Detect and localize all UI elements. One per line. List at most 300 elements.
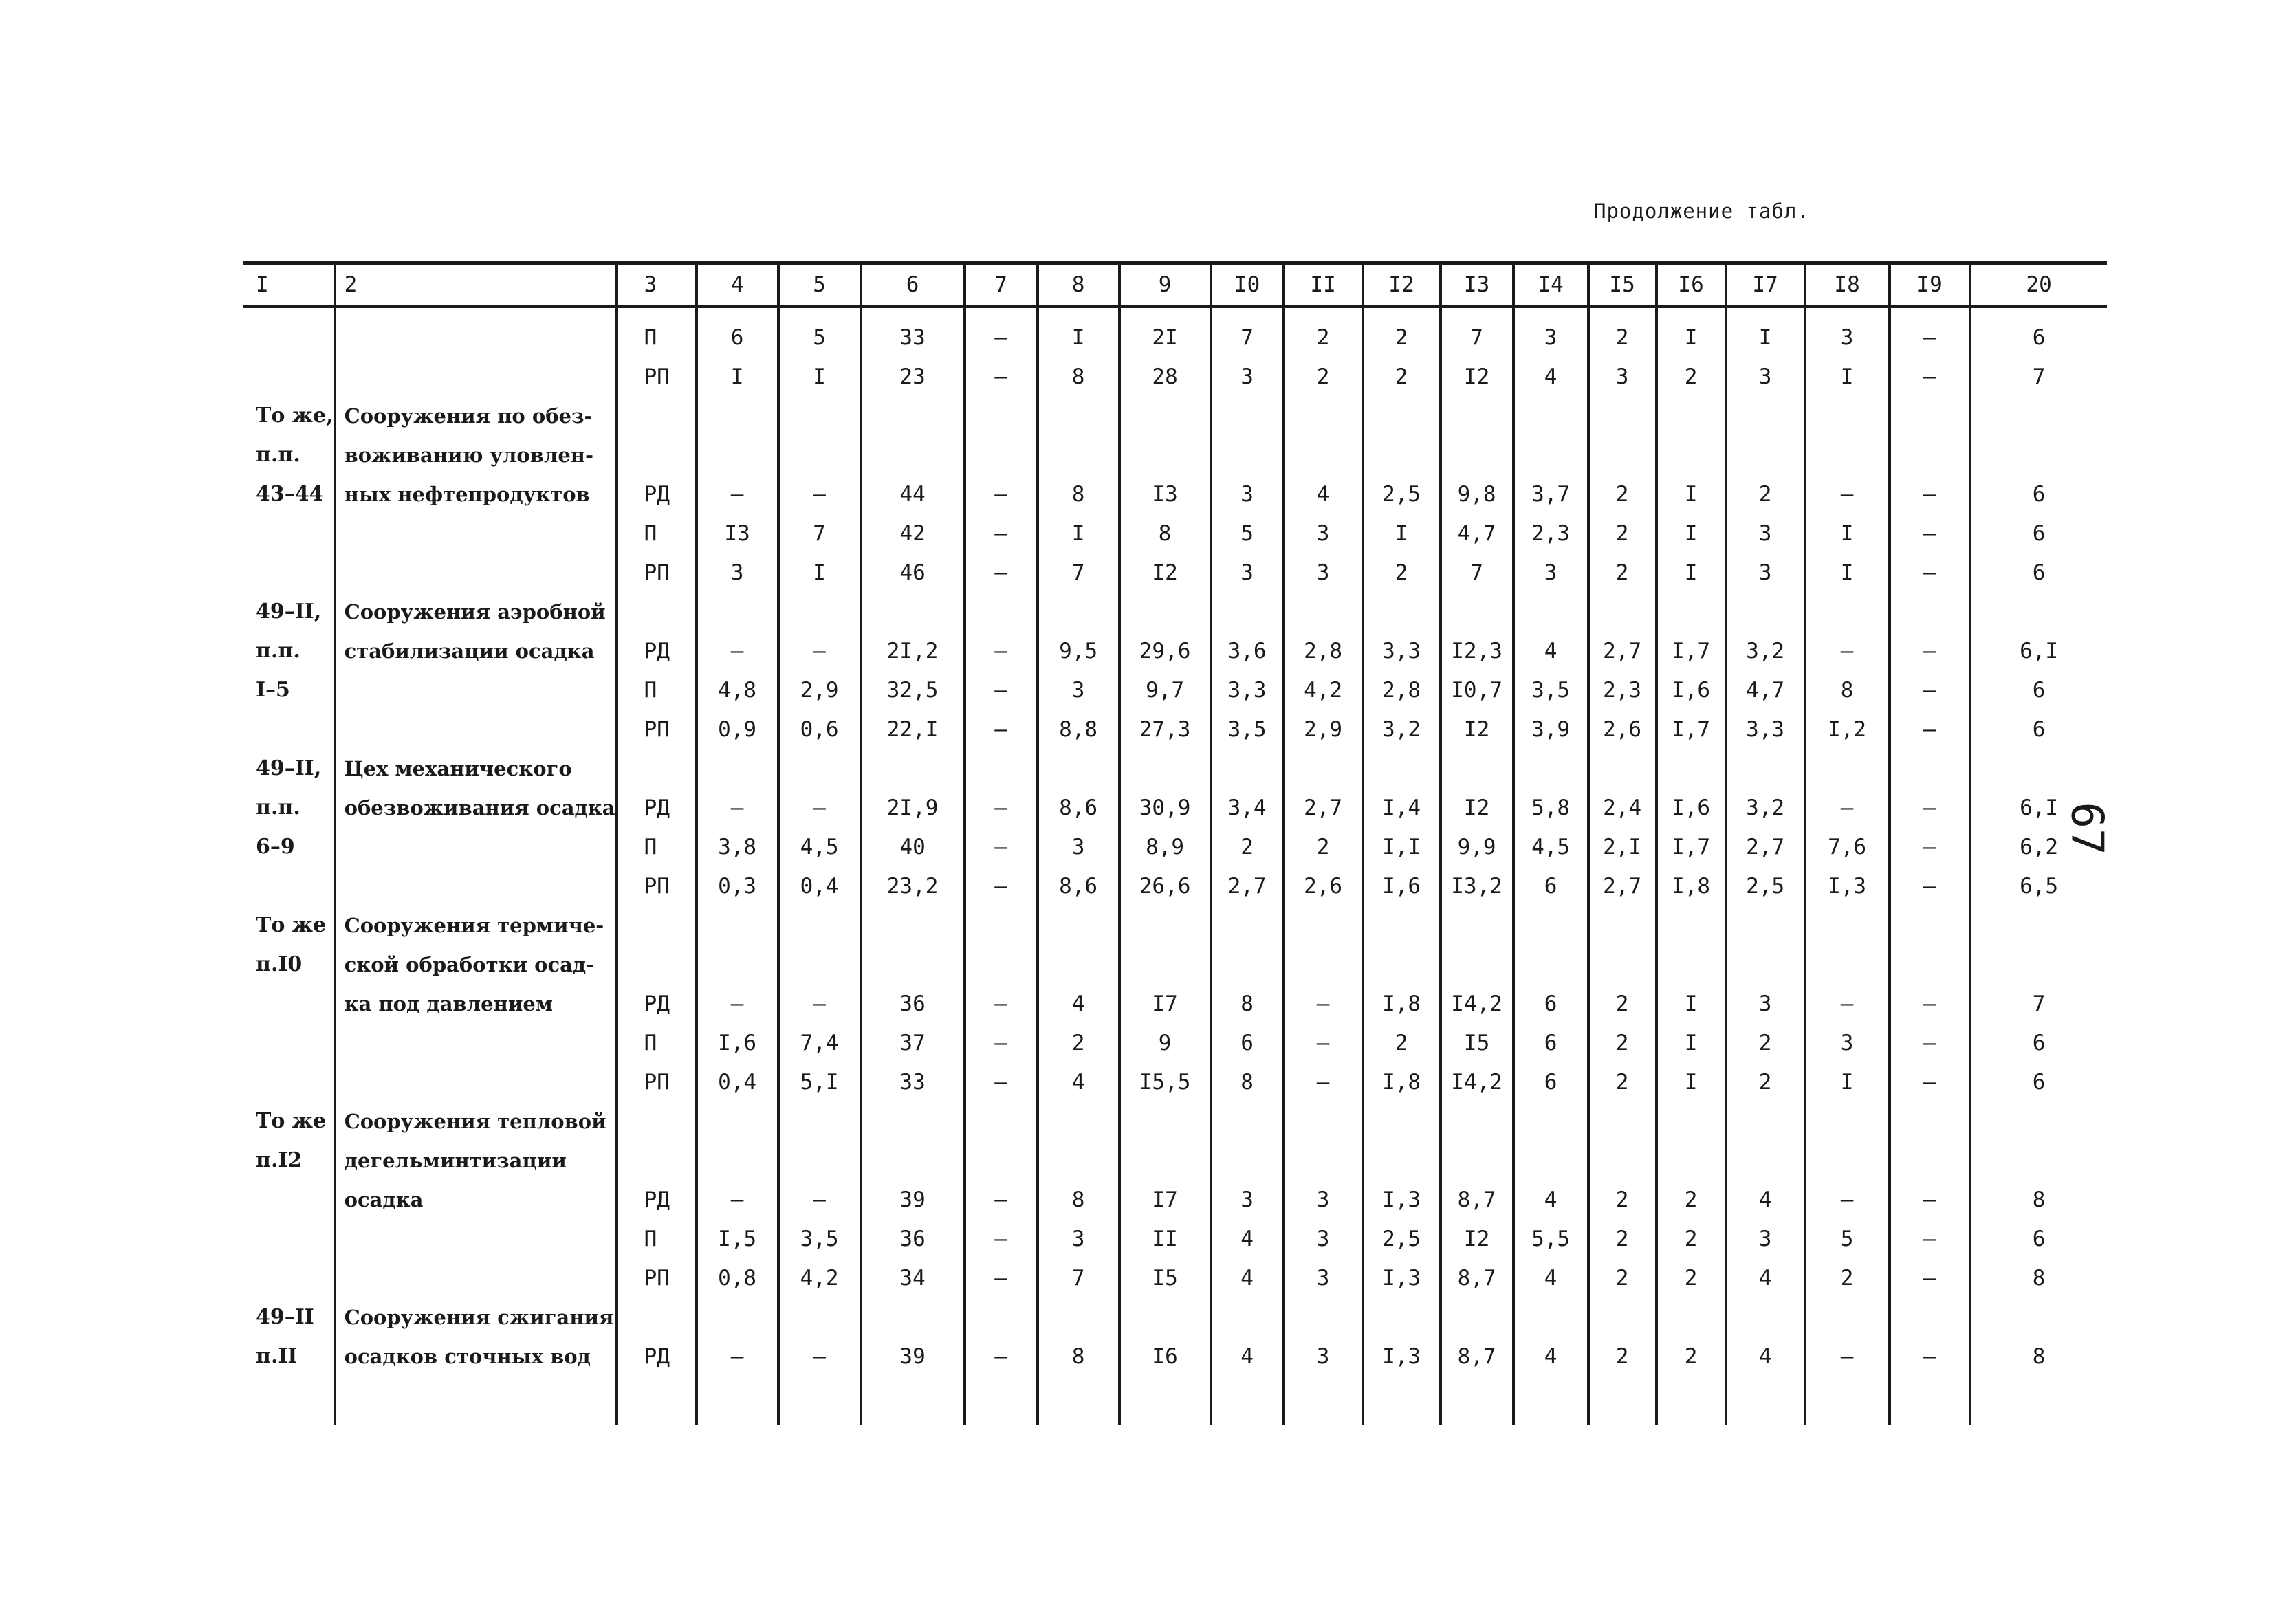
table-cell: П — [617, 1219, 697, 1258]
table-cell: П — [617, 1023, 697, 1062]
table-cell — [1038, 945, 1119, 984]
table-cell — [1441, 435, 1513, 474]
table-cell — [778, 396, 861, 435]
table-cell — [243, 514, 335, 553]
table-cell — [1970, 1101, 2107, 1141]
table-cell: – — [1890, 1219, 1970, 1258]
table-cell: 42 — [861, 514, 965, 553]
table-cell: 2 — [1363, 318, 1441, 357]
tail-cell — [1588, 1376, 1657, 1425]
table-cell — [861, 906, 965, 945]
table-cell: – — [778, 788, 861, 827]
table-cell: 8 — [1211, 1062, 1284, 1101]
table-cell: 2,5 — [1726, 866, 1805, 906]
column-header: I4 — [1513, 263, 1588, 307]
table-cell: I,8 — [1363, 984, 1441, 1023]
table-cell: I,7 — [1657, 631, 1726, 670]
table-cell — [697, 435, 778, 474]
table-cell — [1363, 945, 1441, 984]
table-row — [243, 749, 2107, 788]
table-cell: I2 — [1441, 1219, 1513, 1258]
table-cell: 8 — [1211, 984, 1284, 1023]
table-cell — [1441, 1297, 1513, 1337]
table-cell: 2 — [1588, 318, 1657, 357]
table-cell — [243, 1062, 335, 1101]
spacer-cell — [965, 307, 1038, 318]
table-cell: – — [965, 788, 1038, 827]
table-row — [243, 1141, 2107, 1180]
table-cell — [1726, 396, 1805, 435]
table-cell — [1588, 435, 1657, 474]
table-cell: РП — [617, 357, 697, 396]
table-cell: I — [1038, 318, 1119, 357]
table-cell: I,3 — [1363, 1258, 1441, 1297]
spacer-cell — [1588, 307, 1657, 318]
table-cell: I,3 — [1363, 1180, 1441, 1219]
spacer-cell — [1657, 307, 1726, 318]
table-cell — [1970, 906, 2107, 945]
table-cell: 2,4 — [1588, 788, 1657, 827]
table-cell — [965, 1297, 1038, 1337]
table-cell: 4 — [1038, 984, 1119, 1023]
table-cell — [1513, 906, 1588, 945]
table-cell: п.II — [256, 1344, 298, 1368]
table-cell: 2,8 — [1363, 670, 1441, 710]
table-cell: РП — [617, 1258, 697, 1297]
table-cell — [1038, 1141, 1119, 1180]
table-cell — [617, 906, 697, 945]
table-cell: I7 — [1119, 1180, 1211, 1219]
table-cell: Сооружения по обез- — [335, 396, 617, 435]
table-cell: I — [1657, 474, 1726, 514]
table-cell: – — [965, 1258, 1038, 1297]
table-cell: 2 — [1284, 318, 1363, 357]
table-cell — [1890, 396, 1970, 435]
table-cell: – — [1890, 788, 1970, 827]
table-cell — [697, 1141, 778, 1180]
table-cell — [1284, 396, 1363, 435]
table-cell: 2,5 — [1363, 474, 1441, 514]
table-cell: – — [697, 984, 778, 1023]
table-cell: РД — [617, 984, 697, 1023]
table-cell: 30,9 — [1119, 788, 1211, 827]
table-cell — [1970, 1297, 2107, 1337]
spacer-cell — [1038, 307, 1119, 318]
column-header: I8 — [1805, 263, 1890, 307]
table-cell: 2 — [1657, 1337, 1726, 1376]
table-cell — [335, 1258, 617, 1297]
table-cell: I7 — [1119, 984, 1211, 1023]
table-row — [243, 631, 2107, 670]
table-cell: 6 — [697, 318, 778, 357]
table-cell: – — [965, 357, 1038, 396]
table-cell — [861, 396, 965, 435]
table-cell — [1119, 906, 1211, 945]
column-header: I3 — [1441, 263, 1513, 307]
table-cell — [335, 357, 617, 396]
table-cell — [1038, 435, 1119, 474]
table-cell: – — [965, 1219, 1038, 1258]
table-cell: 4 — [1513, 357, 1588, 396]
table-cell: 6,2 — [1970, 827, 2107, 866]
table-cell: 7 — [1038, 1258, 1119, 1297]
table-cell — [1038, 749, 1119, 788]
table-cell: 2,7 — [1588, 866, 1657, 906]
table-cell: I,7 — [1657, 710, 1726, 749]
table-cell: 46 — [861, 553, 965, 592]
table-cell: I,I — [1363, 827, 1441, 866]
table-cell — [1363, 906, 1441, 945]
table-row — [243, 318, 2107, 357]
table-cell: I,8 — [1657, 866, 1726, 906]
table-cell: То же, — [256, 404, 334, 428]
table-cell: 2 — [1588, 1219, 1657, 1258]
table-cell: 2,3 — [1588, 670, 1657, 710]
table-cell: – — [965, 866, 1038, 906]
table-cell: I,7 — [1657, 827, 1726, 866]
table-cell: 6 — [1513, 1023, 1588, 1062]
tail-cell — [1970, 1376, 2107, 1425]
table-cell: 3,5 — [1211, 710, 1284, 749]
table-cell: – — [1805, 788, 1890, 827]
table-cell: Цех механического — [335, 749, 617, 788]
spacer-cell — [697, 307, 778, 318]
table-cell: – — [697, 631, 778, 670]
table-cell — [1211, 396, 1284, 435]
table-cell: 6 — [1970, 1062, 2107, 1101]
table-cell: 8 — [1970, 1337, 2107, 1376]
column-header: 8 — [1038, 263, 1119, 307]
table-cell: I3 — [1119, 474, 1211, 514]
table-cell: 2,3 — [1513, 514, 1588, 553]
table-cell: 7 — [1211, 318, 1284, 357]
table-cell: I,6 — [1363, 866, 1441, 906]
table-cell — [1441, 906, 1513, 945]
table-cell: РД — [617, 1180, 697, 1219]
table-cell — [861, 1297, 965, 1337]
table-cell — [778, 1141, 861, 1180]
table-cell: РД — [617, 474, 697, 514]
table-cell: РД — [617, 631, 697, 670]
table-cell — [1890, 435, 1970, 474]
table-cell — [243, 553, 335, 592]
table-cell: 8,7 — [1441, 1180, 1513, 1219]
table-cell: – — [965, 553, 1038, 592]
table-cell — [965, 906, 1038, 945]
table-cell: 0,9 — [697, 710, 778, 749]
table-cell: Сооружения тепловой — [335, 1101, 617, 1141]
table-cell: II — [1119, 1219, 1211, 1258]
table-cell: 3 — [1284, 1219, 1363, 1258]
table-cell: 2,5 — [1363, 1219, 1441, 1258]
table-cell — [1657, 396, 1726, 435]
table-cell — [1038, 592, 1119, 631]
table-row — [243, 984, 2107, 1023]
table-cell — [335, 710, 617, 749]
table-cell: 3 — [1513, 553, 1588, 592]
table-cell: I — [1657, 1023, 1726, 1062]
table-cell: 3,8 — [697, 827, 778, 866]
table-cell: 3,5 — [1513, 670, 1588, 710]
table-cell: 27,3 — [1119, 710, 1211, 749]
table-cell — [1726, 435, 1805, 474]
table-cell: 40 — [861, 827, 965, 866]
tail-cell — [1284, 1376, 1363, 1425]
tail-cell — [617, 1376, 697, 1425]
table-cell — [1970, 945, 2107, 984]
table-cell — [1284, 906, 1363, 945]
table-cell: 2 — [1588, 1023, 1657, 1062]
table-cell: 9,5 — [1038, 631, 1119, 670]
table-cell — [1284, 435, 1363, 474]
table-cell: ных нефтепродуктов — [335, 474, 617, 514]
table-cell: 2I — [1119, 318, 1211, 357]
table-cell: 0,3 — [697, 866, 778, 906]
table-cell: I,6 — [1657, 670, 1726, 710]
spacer-cell — [1119, 307, 1211, 318]
table-cell: 4,2 — [1284, 670, 1363, 710]
table-cell — [1284, 1141, 1363, 1180]
spacer-cell — [1211, 307, 1284, 318]
table-cell: – — [697, 1337, 778, 1376]
table-cell: 8,7 — [1441, 1337, 1513, 1376]
table-cell — [617, 945, 697, 984]
table-cell — [1805, 592, 1890, 631]
table-cell: 3 — [1038, 1219, 1119, 1258]
table-cell: I4,2 — [1441, 984, 1513, 1023]
table-cell: 2,I — [1588, 827, 1657, 866]
table-cell: 3 — [1211, 357, 1284, 396]
table-cell: 4,7 — [1441, 514, 1513, 553]
table-cell: I,4 — [1363, 788, 1441, 827]
tail-cell — [1119, 1376, 1211, 1425]
table-cell: осадка — [335, 1180, 617, 1219]
table-cell — [1588, 396, 1657, 435]
table-cell — [1284, 592, 1363, 631]
table-cell: – — [965, 1180, 1038, 1219]
table-cell: – — [1805, 1180, 1890, 1219]
table-cell — [861, 1141, 965, 1180]
table-cell: 44 — [861, 474, 965, 514]
table-cell: 2 — [1657, 357, 1726, 396]
table-cell — [1657, 945, 1726, 984]
table-cell — [1513, 396, 1588, 435]
table-cell: 2 — [1588, 1180, 1657, 1219]
table-cell: 8,7 — [1441, 1258, 1513, 1297]
table-cell: 5,I — [778, 1062, 861, 1101]
table-cell: 2,7 — [1588, 631, 1657, 670]
table-cell: 7 — [1441, 553, 1513, 592]
table-cell: 3 — [1038, 827, 1119, 866]
table-cell — [243, 984, 335, 1023]
table-cell — [1441, 1101, 1513, 1141]
table-cell: 2,8 — [1284, 631, 1363, 670]
table-cell: I — [1038, 514, 1119, 553]
table-cell — [1805, 749, 1890, 788]
table-cell — [1119, 435, 1211, 474]
table-cell: 6 — [1970, 514, 2107, 553]
table-cell: I — [1805, 357, 1890, 396]
table-cell — [243, 866, 335, 906]
table-cell — [861, 945, 965, 984]
spacer-cell — [1284, 307, 1363, 318]
table-cell — [1119, 1101, 1211, 1141]
table-cell — [1284, 1297, 1363, 1337]
table-cell — [617, 749, 697, 788]
table-cell — [1588, 749, 1657, 788]
table-cell — [1890, 1101, 1970, 1141]
table-cell — [1657, 1141, 1726, 1180]
table-cell: 32,5 — [861, 670, 965, 710]
table-cell — [1211, 592, 1284, 631]
table-cell: I — [778, 357, 861, 396]
table-cell — [1038, 1101, 1119, 1141]
table-cell — [861, 592, 965, 631]
table-cell: I — [1657, 553, 1726, 592]
table-cell: РП — [617, 553, 697, 592]
table-cell: 36 — [861, 1219, 965, 1258]
tail-cell — [861, 1376, 965, 1425]
table-cell — [778, 906, 861, 945]
table-cell — [243, 357, 335, 396]
table-cell: I,2 — [1805, 710, 1890, 749]
table-cell: – — [1890, 984, 1970, 1023]
table-cell: 22,I — [861, 710, 965, 749]
table-cell: I3,2 — [1441, 866, 1513, 906]
page-number: 67 — [2061, 802, 2112, 855]
table-cell: 6,I — [1970, 788, 2107, 827]
table-row — [243, 1258, 2107, 1297]
table-cell — [1890, 906, 1970, 945]
table-row — [243, 710, 2107, 749]
table-cell: – — [965, 984, 1038, 1023]
table-cell — [335, 866, 617, 906]
table-cell: – — [965, 1023, 1038, 1062]
column-header: II — [1284, 263, 1363, 307]
column-header: 5 — [778, 263, 861, 307]
table-cell — [1211, 435, 1284, 474]
tail-cell — [1038, 1376, 1119, 1425]
column-header: 2 — [335, 263, 617, 307]
table-cell: 3 — [1726, 1219, 1805, 1258]
table-cell: 2 — [1588, 1258, 1657, 1297]
table-cell: 4 — [1211, 1219, 1284, 1258]
table-cell — [243, 1023, 335, 1062]
table-cell: – — [778, 631, 861, 670]
table-cell: 2 — [1588, 1062, 1657, 1101]
table-row — [243, 827, 2107, 866]
table-cell: 2,9 — [1284, 710, 1363, 749]
table-cell — [778, 592, 861, 631]
tail-cell — [1363, 1376, 1441, 1425]
table-cell: РП — [617, 866, 697, 906]
table-cell — [1588, 945, 1657, 984]
table-cell — [1513, 1101, 1588, 1141]
spacer-row — [243, 307, 2107, 318]
table-cell — [243, 1258, 335, 1297]
column-header: I2 — [1363, 263, 1441, 307]
table-cell — [1441, 945, 1513, 984]
table-cell — [335, 827, 617, 866]
table-cell: – — [1805, 1337, 1890, 1376]
column-header: 6 — [861, 263, 965, 307]
table-cell: – — [778, 474, 861, 514]
table-cell — [1119, 749, 1211, 788]
table-cell — [697, 945, 778, 984]
table-cell — [1657, 749, 1726, 788]
table-cell — [1588, 906, 1657, 945]
table-cell: п.I0 — [256, 952, 303, 976]
table-cell — [778, 945, 861, 984]
table-cell — [617, 592, 697, 631]
table-cell: 28 — [1119, 357, 1211, 396]
table-cell — [1890, 1297, 1970, 1337]
tail-cell — [1657, 1376, 1726, 1425]
spacer-cell — [1363, 307, 1441, 318]
table-cell — [1657, 592, 1726, 631]
table-row — [243, 788, 2107, 827]
table-cell — [243, 1219, 335, 1258]
table-cell: 2 — [1588, 984, 1657, 1023]
tail-cell — [243, 1376, 335, 1425]
table-cell: 3,2 — [1726, 788, 1805, 827]
table-cell — [1441, 749, 1513, 788]
table-cell — [1588, 1141, 1657, 1180]
table-cell — [1970, 749, 2107, 788]
table-cell: 3 — [1513, 318, 1588, 357]
table-cell: – — [1890, 1337, 1970, 1376]
table-cell — [1211, 906, 1284, 945]
table-cell: 3 — [1211, 474, 1284, 514]
table-cell — [1588, 1297, 1657, 1337]
table-cell: ской обработки осад- — [335, 945, 617, 984]
table-cell: – — [1890, 553, 1970, 592]
table-cell: РД — [617, 788, 697, 827]
table-cell — [778, 1101, 861, 1141]
table-cell — [1970, 396, 2107, 435]
table-cell: 2 — [1726, 474, 1805, 514]
table-cell: 8,6 — [1038, 866, 1119, 906]
table-cell: I5 — [1441, 1023, 1513, 1062]
table-cell — [1441, 1141, 1513, 1180]
table-cell: 3 — [1284, 1337, 1363, 1376]
table-cell: I — [1805, 1062, 1890, 1101]
table-cell — [697, 749, 778, 788]
table-cell: 3 — [1284, 1258, 1363, 1297]
table-cell: П — [617, 514, 697, 553]
table-cell: осадков сточных вод — [335, 1337, 617, 1376]
table-cell: 4,8 — [697, 670, 778, 710]
table-cell: 9,8 — [1441, 474, 1513, 514]
table-row — [243, 670, 2107, 710]
table-cell: 6 — [1970, 318, 2107, 357]
table-cell — [778, 1297, 861, 1337]
table-cell — [1038, 1297, 1119, 1337]
table-cell — [1284, 749, 1363, 788]
table-cell: 4 — [1513, 631, 1588, 670]
table-cell — [965, 945, 1038, 984]
table-cell — [1513, 749, 1588, 788]
table-cell — [1805, 1101, 1890, 1141]
table-row — [243, 1297, 2107, 1337]
table-cell: – — [1284, 984, 1363, 1023]
table-cell: ка под давлением — [335, 984, 617, 1023]
table-cell: – — [1284, 1023, 1363, 1062]
table-cell: 8 — [1805, 670, 1890, 710]
table-cell: I — [1726, 318, 1805, 357]
table-cell: 3,3 — [1363, 631, 1441, 670]
table-cell — [697, 1101, 778, 1141]
